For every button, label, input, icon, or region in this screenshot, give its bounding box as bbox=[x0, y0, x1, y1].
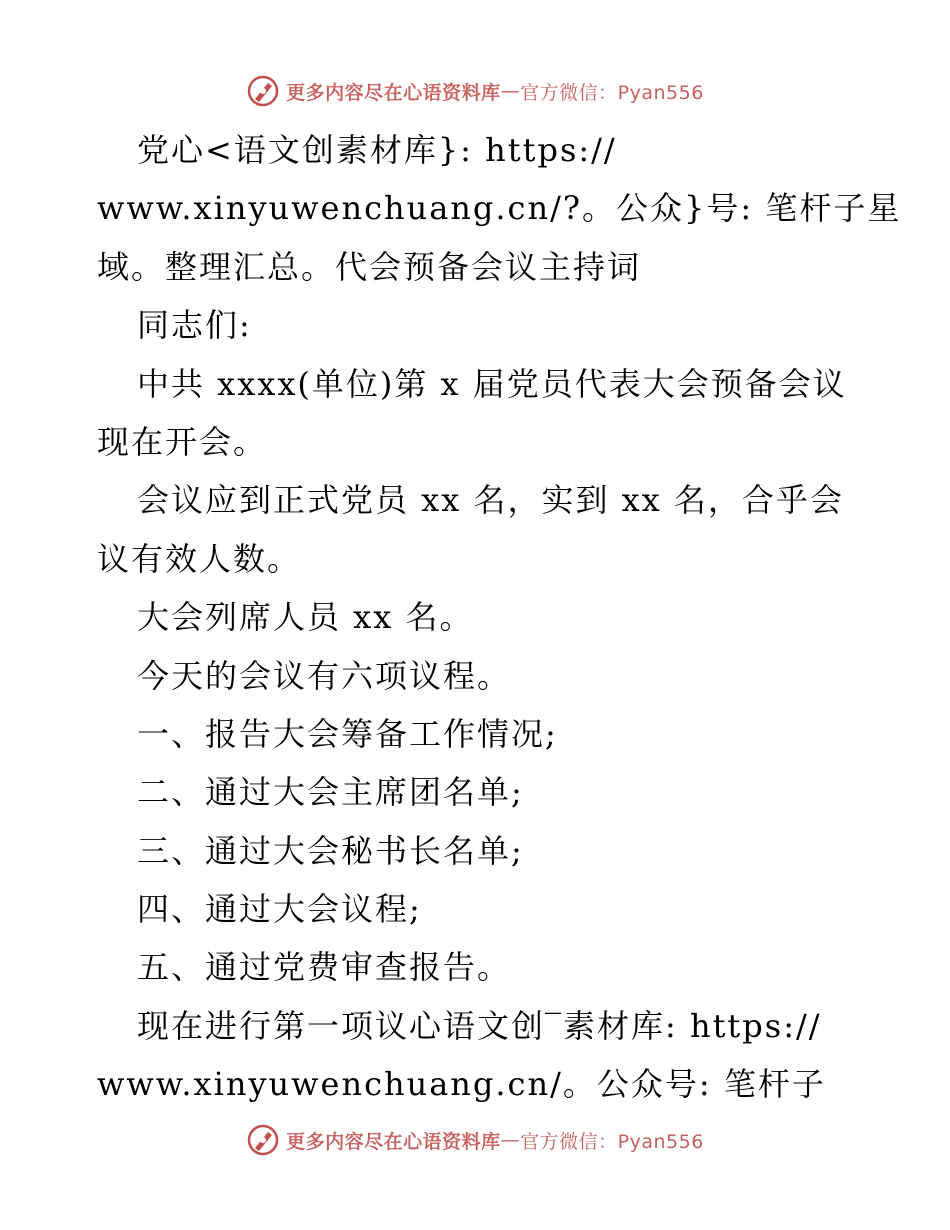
text-line-13: 三、通过大会秘书长名单; bbox=[137, 831, 524, 870]
pen-logo-icon bbox=[246, 74, 280, 108]
watermark-dash: — bbox=[500, 80, 521, 102]
text-line-15: 五、通过党费审查报告。 bbox=[137, 948, 512, 987]
document-body bbox=[97, 121, 902, 1114]
text-line-8: 议有效人数。 bbox=[97, 539, 302, 578]
text-line-12: 二、通过大会主席团名单; bbox=[137, 773, 524, 812]
text-line-1: 党心<语文创素材库}: https:// bbox=[137, 131, 617, 169]
watermark-text: 更多内容尽在心语资料库 bbox=[286, 81, 501, 104]
watermark-wechat: 官方微信：Pyan556 bbox=[520, 81, 704, 104]
watermark-wechat: 官方微信：Pyan556 bbox=[520, 1130, 704, 1153]
text-line-14: 四、通过大会议程; bbox=[137, 890, 422, 929]
text-line-11: 一、报告大会筹备工作情况; bbox=[137, 714, 558, 753]
text-line-7: 会议应到正式党员 xx 名，实到 xx 名，合乎会 bbox=[137, 481, 844, 520]
text-line-4: 同志们: bbox=[137, 306, 252, 345]
pen-logo-icon bbox=[246, 1123, 280, 1157]
text-line-3: 域。整理汇总。代会预备会议主持词 bbox=[97, 247, 642, 286]
watermark-text: 更多内容尽在心语资料库 bbox=[286, 1130, 501, 1153]
text-line-9: 大会列席人员 xx 名。 bbox=[137, 598, 474, 637]
text-line-16: 现在进行第一项议心语文创‾素材库: https:// bbox=[137, 1006, 822, 1045]
text-line-10: 今天的会议有六项议程。 bbox=[137, 656, 512, 695]
text-line-5: 中共 xxxx(单位)第 x 届党员代表大会预备会议 bbox=[137, 364, 847, 403]
header-watermark bbox=[0, 71, 950, 111]
text-line-2: www.xinyuwenchuang.cn/?。公众}号: 笔杆子星 bbox=[97, 189, 902, 228]
watermark-dash: — bbox=[500, 1129, 521, 1151]
footer-watermark bbox=[0, 1120, 950, 1160]
text-line-6: 现在开会。 bbox=[97, 422, 268, 461]
text-line-17: www.xinyuwenchuang.cn/。公众号: 笔杆子 bbox=[97, 1065, 826, 1104]
